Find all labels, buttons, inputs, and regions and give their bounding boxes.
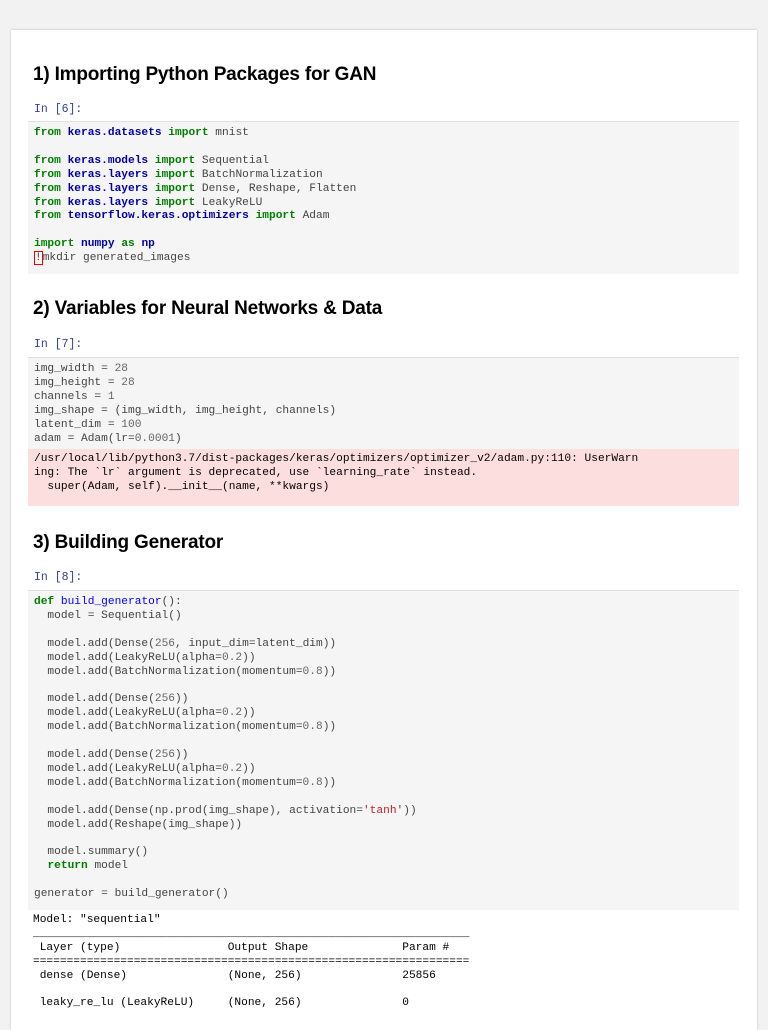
- code-text: from keras.datasets import mnist from keras.models import Sequential from keras.layers import BatchNormalization from keras.layers import Dense, Reshape, Flatten from keras.layers import LeakyReLU from tensorflow.keras.optimizers import Adam import numpy as np !mkdir generated_images: [34, 127, 357, 265]
- code-fragment: model = Sequential() model.add(Dense(256, input_dim=latent_dim)) model.add(LeakyReLU(alpha=0.2)) model.add(BatchNormalization(momentum=0.8)) model.add(Dense(256)) model.add(LeakyReLU(alpha=0.2)) model.add(BatchNormalization(momentum=0.8)) model.add(Dense(256)) model.add(LeakyReLU(alpha=0.2)) model.add(BatchNormalization(momentum=0.8)) model.add(Dense(np.prod(img_shape), activation=: [47, 609, 363, 817]
- code-text: [28, 591, 739, 907]
- keyword: def: [34, 596, 55, 608]
- model-summary-output: Model: "sequential" _________________________________________________________________ Layer (type) Output Shape Param # ================================================================= dense (Dense) (None, 256) 25856 leaky_re_lu (LeakyReLU) (None, 256) 0: [33, 914, 470, 1010]
- cell-prompt-6: In [6]:: [34, 103, 83, 116]
- notebook-page: [11, 30, 757, 1030]
- function-name: build_generator: [60, 596, 162, 608]
- code-fragment: )) model.add(Reshape(img_shape)) model.summary(): [47, 804, 417, 859]
- code-text: img_width = 28 img_height = 28 channels = 1 img_shape = (img_width, img_height, channels) latent_dim = 100 adam = Adam(lr=0.0001): [34, 363, 337, 445]
- cell-prompt-8: In [8]:: [34, 571, 83, 584]
- cell-prompt-7: In [7]:: [34, 338, 83, 351]
- code-fragment: model generator = build_generator(): [34, 860, 229, 901]
- code-cell-7[interactable]: [28, 357, 739, 449]
- code-fragment: ():: [161, 596, 182, 608]
- keyword: return: [47, 860, 88, 873]
- code-cell-8[interactable]: [28, 590, 739, 910]
- warning-text: /usr/local/lib/python3.7/dist-packages/keras/optimizers/optimizer_v2/adam.py:110: UserWarn ing: The `lr` argument is deprecated, use `learning_rate` instead. super(Adam, self).__init__(name, **kwargs): [34, 453, 639, 493]
- code-cell-6[interactable]: [28, 121, 739, 274]
- warning-output: [28, 449, 739, 506]
- section-heading-variables: 2) Variables for Neural Networks & Data: [33, 298, 383, 319]
- section-heading-imports: 1) Importing Python Packages for GAN: [33, 64, 377, 85]
- section-heading-generator: 3) Building Generator: [33, 532, 224, 553]
- string-literal: 'tanh': [362, 804, 404, 817]
